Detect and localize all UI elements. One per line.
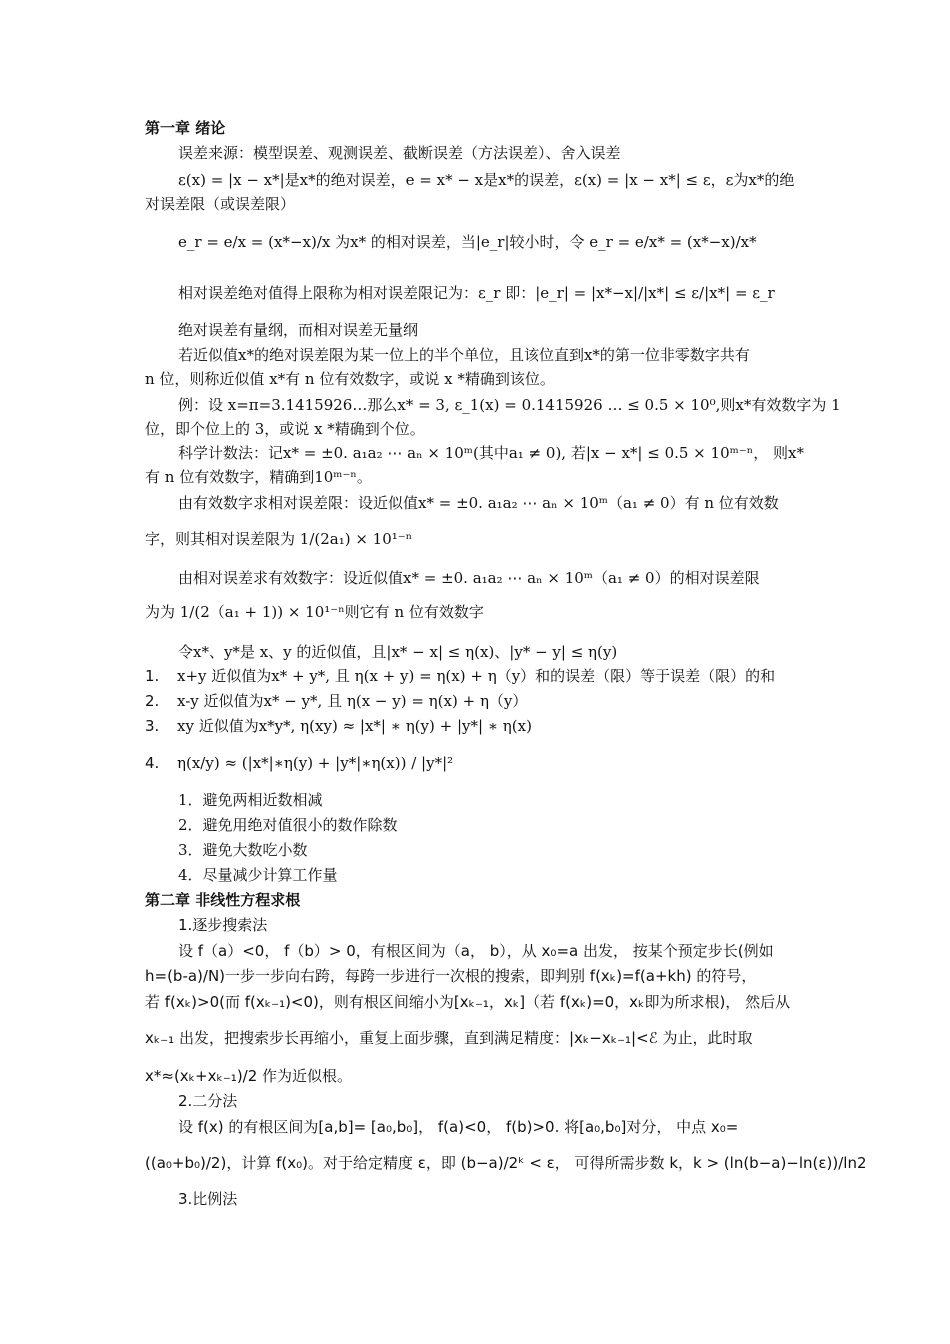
item-text: x+y 近似值为x* + y*, 且 η(x + y) = η(x) + η（y）和的误差（限）等于误差（限）的和 [177, 667, 776, 685]
digits-to-relative-error-cont: 字，则其相对误差限为 1/(2a₁) × 10¹⁻ⁿ [145, 530, 413, 548]
section-title-stepwise-search: 1.逐步搜索法 [178, 916, 268, 934]
error-sources: 误差来源：模型误差、观测误差、截断误差（方法误差）、舍入误差 [178, 144, 621, 162]
digits-to-relative-error: 由有效数字求相对误差限：设近似值x* = ±0. a₁a₂ ⋯ aₙ × 10ᵐ（a₁ ≠ 0）有 n 位有效数 [178, 494, 779, 512]
scientific-notation: 科学计数法：记x* = ±0. a₁a₂ ⋯ aₙ × 10ᵐ(其中a₁ ≠ 0), 若|x − x*| ≤ 0.5 × 10ᵐ⁻ⁿ， 则x* [178, 444, 804, 462]
section-title-bisection: 2.二分法 [178, 1092, 238, 1110]
numbered-item [145, 666, 775, 686]
numbered-item [145, 691, 527, 711]
bisection-text: ((a₀+b₀)/2)，计算 f(x₀)。对于给定精度 ε，即 (b−a)/2ᵏ < ε， 可得所需步数 k，k > (ln(b−a)−ln(ε))/ln2 [145, 1154, 867, 1172]
item-text: x-y 近似值为x* − y*, 且 η(x − y) = η(x) + η（y） [177, 692, 528, 710]
item-number: 2. [145, 692, 160, 710]
item-number: 3. [145, 717, 160, 735]
relative-error-to-digits: 由相对误差求有效数字：设近似值x* = ±0. a₁a₂ ⋯ aₙ × 10ᵐ（a₁ ≠ 0）的相对误差限 [178, 569, 760, 587]
numbered-item [145, 716, 532, 736]
absolute-error-definition: ε(x) = |x − x*|是x*的绝对误差，e = x* − x是x*的误差，ε(x) = |x − x*| ≤ ε，ε为x*的绝 [178, 171, 795, 189]
dimension-note: 绝对误差有量纲，而相对误差无量纲 [178, 321, 419, 339]
relative-error-bound: 相对误差绝对值得上限称为相对误差限记为：ε_r 即：|e_r| = |x*−x|/|x*| ≤ ε/|x*| = ε_r [178, 284, 775, 302]
stepwise-search-text: x*≈(xₖ+xₖ₋₁)/2 作为近似根。 [145, 1067, 353, 1085]
approximation-intro: 令x*、y*是 x、y 的近似值，且|x* − x| ≤ η(x)、|y* − y| ≤ η(y) [178, 643, 618, 661]
tip-item: 4．尽量减少计算工作量 [178, 866, 338, 884]
item-text: η(x/y) ≈ (|x*|∗η(y) + |y*|∗η(x)) / |y*|² [177, 754, 454, 772]
significant-digits-definition-cont: n 位，则称近似值 x*有 n 位有效数字，或说 x *精确到该位。 [145, 370, 555, 388]
item-number: 4. [145, 754, 160, 772]
scientific-notation-cont: 有 n 位有效数字，精确到10ᵐ⁻ⁿ。 [145, 468, 372, 486]
chapter2-title: 第二章 非线性方程求根 [145, 891, 301, 909]
tip-item: 1．避免两相近数相减 [178, 791, 323, 809]
stepwise-search-text: 若 f(xₖ)>0(而 f(xₖ₋₁)<0)，则有根区间缩小为[xₖ₋₁，xₖ]（若 f(xₖ)=0，xₖ即为所求根)， 然后从 [145, 993, 791, 1011]
relative-error-definition: e_r = e/x = (x*−x)/x 为x* 的相对误差，当|e_r|较小时，令 e_r = e/x* = (x*−x)/x* [178, 233, 757, 251]
absolute-error-bound: 对误差限（或误差限） [145, 195, 296, 213]
tip-item: 3．避免大数吃小数 [178, 841, 308, 859]
bisection-text: 设 f(x) 的有根区间为[a,b]= [a₀,b₀]， f(a)<0， f(b)>0. 将[a₀,b₀]对分， 中点 x₀= [178, 1118, 739, 1136]
significant-digits-definition: 若近似值x*的绝对误差限为某一位上的半个单位，且该位直到x*的第一位非零数字共有 [178, 346, 750, 364]
stepwise-search-text: xₖ₋₁ 出发，把搜索步长再缩小，重复上面步骤，直到满足精度：|xₖ−xₖ₋₁|<ℰ 为止，此时取 [145, 1029, 753, 1047]
relative-error-to-digits-cont: 为为 1/(2（a₁ + 1)) × 10¹⁻ⁿ则它有 n 位有效数字 [145, 603, 484, 621]
pi-example-cont: 位，即个位上的 3，或说 x *精确到个位。 [145, 420, 425, 438]
chapter1-title: 第一章 绪论 [145, 119, 226, 137]
item-number: 1. [145, 667, 160, 685]
pi-example: 例：设 x=π=3.1415926…那么x* = 3, ε_1(x) = 0.1415926 … ≤ 0.5 × 10⁰,则x*有效数字为 1 [178, 396, 841, 414]
stepwise-search-text: 设 f（a）<0， f（b）> 0，有根区间为（a， b），从 x₀=a 出发， 按某个预定步长(例如 [178, 942, 774, 960]
section-title-proportion-method: 3.比例法 [178, 1190, 238, 1208]
tip-item: 2．避免用绝对值很小的数作除数 [178, 816, 398, 834]
item-text: xy 近似值为x*y*, η(xy) ≈ |x*| ∗ η(y) + |y*| ∗ η(x) [177, 717, 532, 735]
numbered-item [145, 753, 453, 773]
stepwise-search-text: h=(b-a)/N)一步一步向右跨，每跨一步进行一次根的搜索，即判别 f(xₖ)=f(a+kh) 的符号， [145, 967, 757, 985]
